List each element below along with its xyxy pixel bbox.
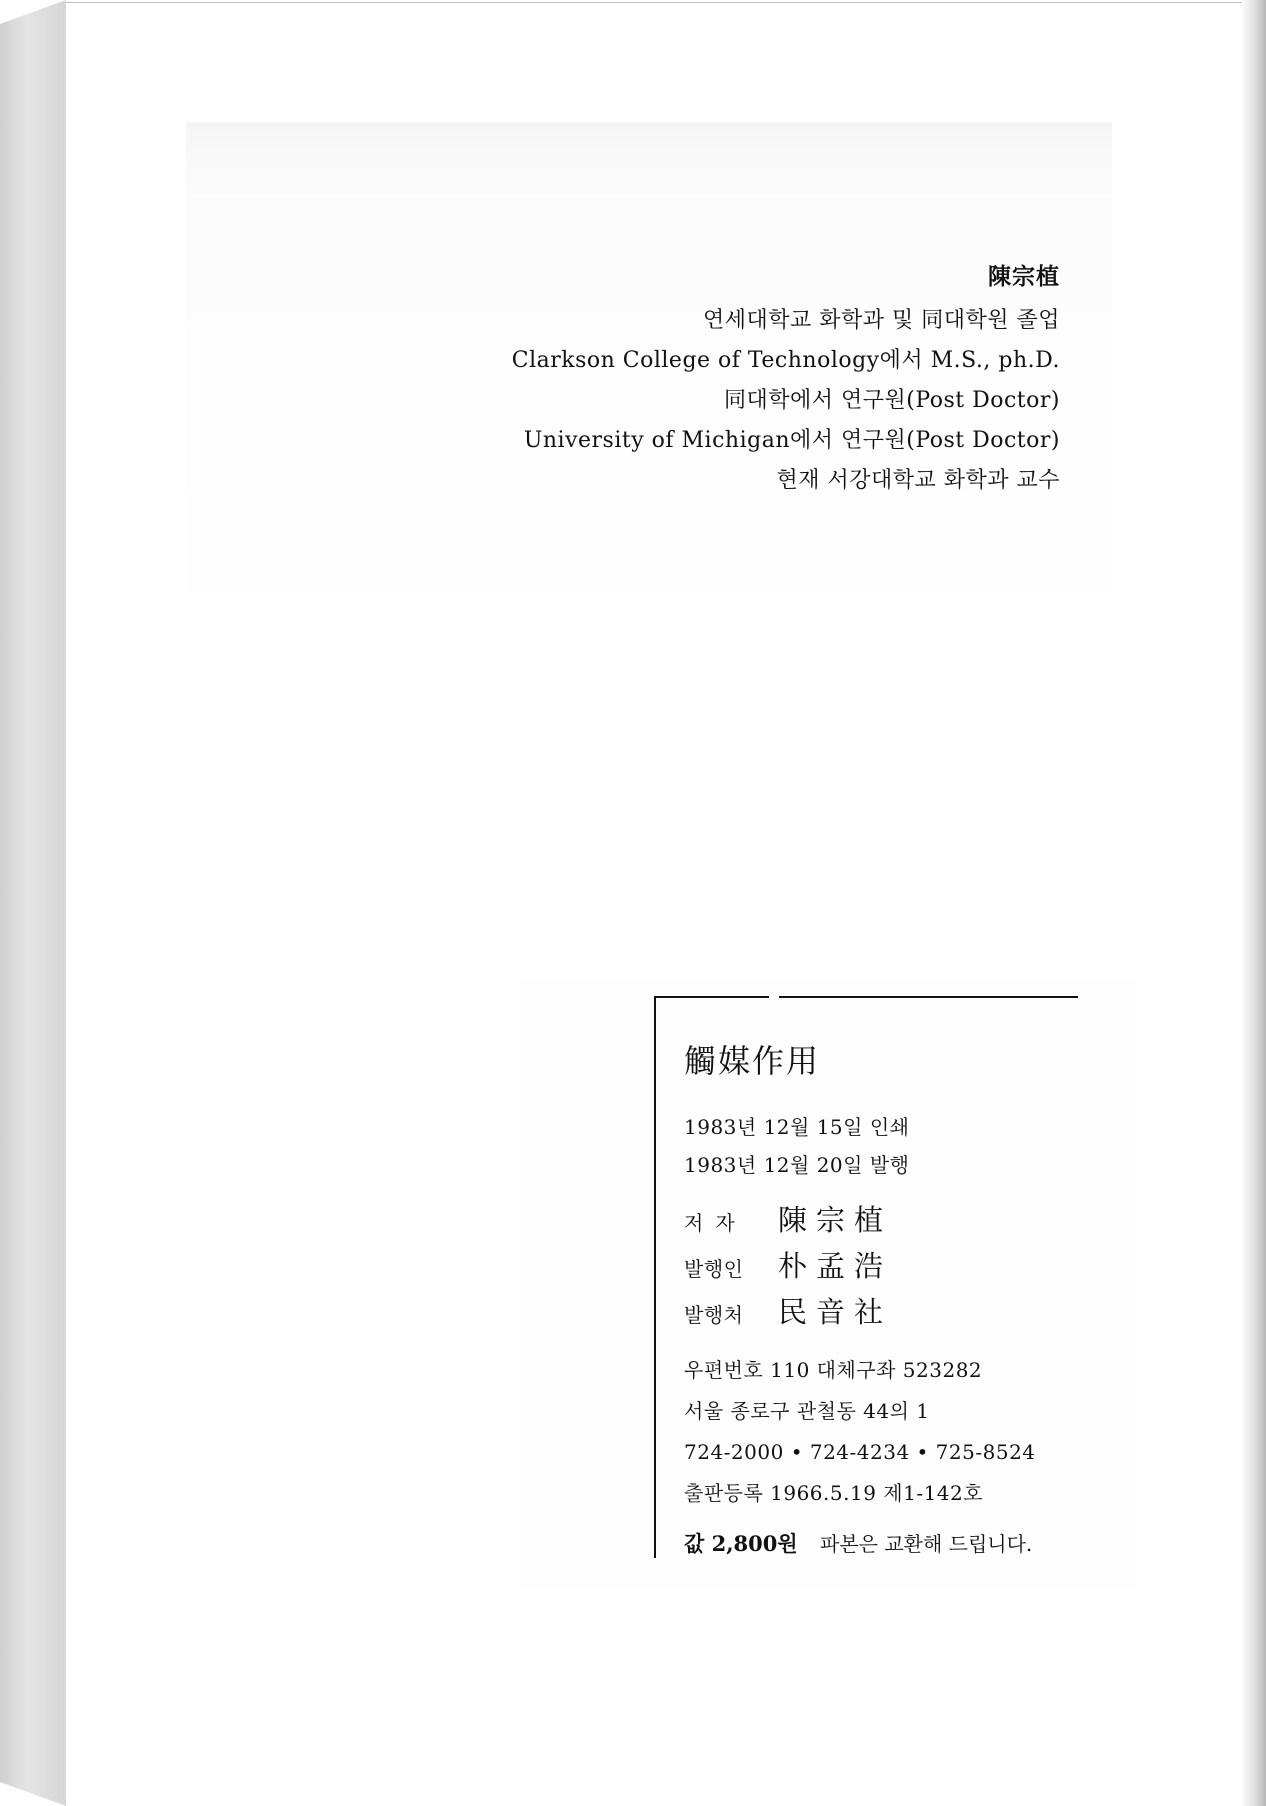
credit-publisher xyxy=(684,1244,1064,1290)
book-title: 觸媒作用 xyxy=(684,1042,821,1080)
colophon-frame-left xyxy=(654,996,656,1558)
price: 값 2,800원 xyxy=(684,1531,798,1556)
price-line xyxy=(684,1528,1064,1558)
exchange-note: 파본은 교환해 드립니다. xyxy=(820,1532,1033,1556)
credit-publishing-house xyxy=(684,1290,1064,1336)
credit-name: 陳宗植 xyxy=(778,1203,893,1237)
author-name: 陳宗植 xyxy=(988,263,1060,290)
colophon-content xyxy=(684,996,1064,1558)
credits xyxy=(684,1198,1064,1336)
bio-line-postdoc-1: 同대학에서 연구원(Post Doctor) xyxy=(723,388,1060,413)
print-date: 1983년 12월 15일 인쇄 xyxy=(684,1115,910,1139)
publish-date: 1983년 12월 20일 발행 xyxy=(684,1153,910,1177)
colophon xyxy=(654,996,1082,1556)
registration-number: 출판등록 1966.5.19 제1-142호 xyxy=(684,1481,984,1505)
publisher-address xyxy=(684,1350,1064,1514)
street-address: 서울 종로구 관철동 44의 1 xyxy=(684,1399,930,1423)
credit-role: 저자 xyxy=(684,1211,747,1235)
credit-role: 발행인 xyxy=(684,1257,744,1281)
author-bio xyxy=(420,258,1060,501)
bio-line-degree: Clarkson College of Technology에서 M.S., ph.D. xyxy=(511,348,1060,373)
credit-name: 朴孟浩 xyxy=(778,1249,893,1283)
page-edge-shadow xyxy=(1240,0,1266,1806)
bio-line-education: 연세대학교 화학과 및 同대학원 졸업 xyxy=(702,308,1060,333)
bio-line-postdoc-2: University of Michigan에서 연구원(Post Doctor) xyxy=(523,428,1060,453)
credit-author xyxy=(684,1198,1064,1244)
publication-dates xyxy=(684,1108,1064,1184)
book-spine xyxy=(0,0,66,1806)
phone-numbers: 724-2000 • 724-4234 • 725-8524 xyxy=(684,1440,1036,1464)
bio-line-current: 현재 서강대학교 화학과 교수 xyxy=(776,468,1060,493)
credit-role: 발행처 xyxy=(684,1303,744,1327)
credit-name: 民音社 xyxy=(778,1295,893,1329)
postal-info: 우편번호 110 대체구좌 523282 xyxy=(684,1358,983,1382)
